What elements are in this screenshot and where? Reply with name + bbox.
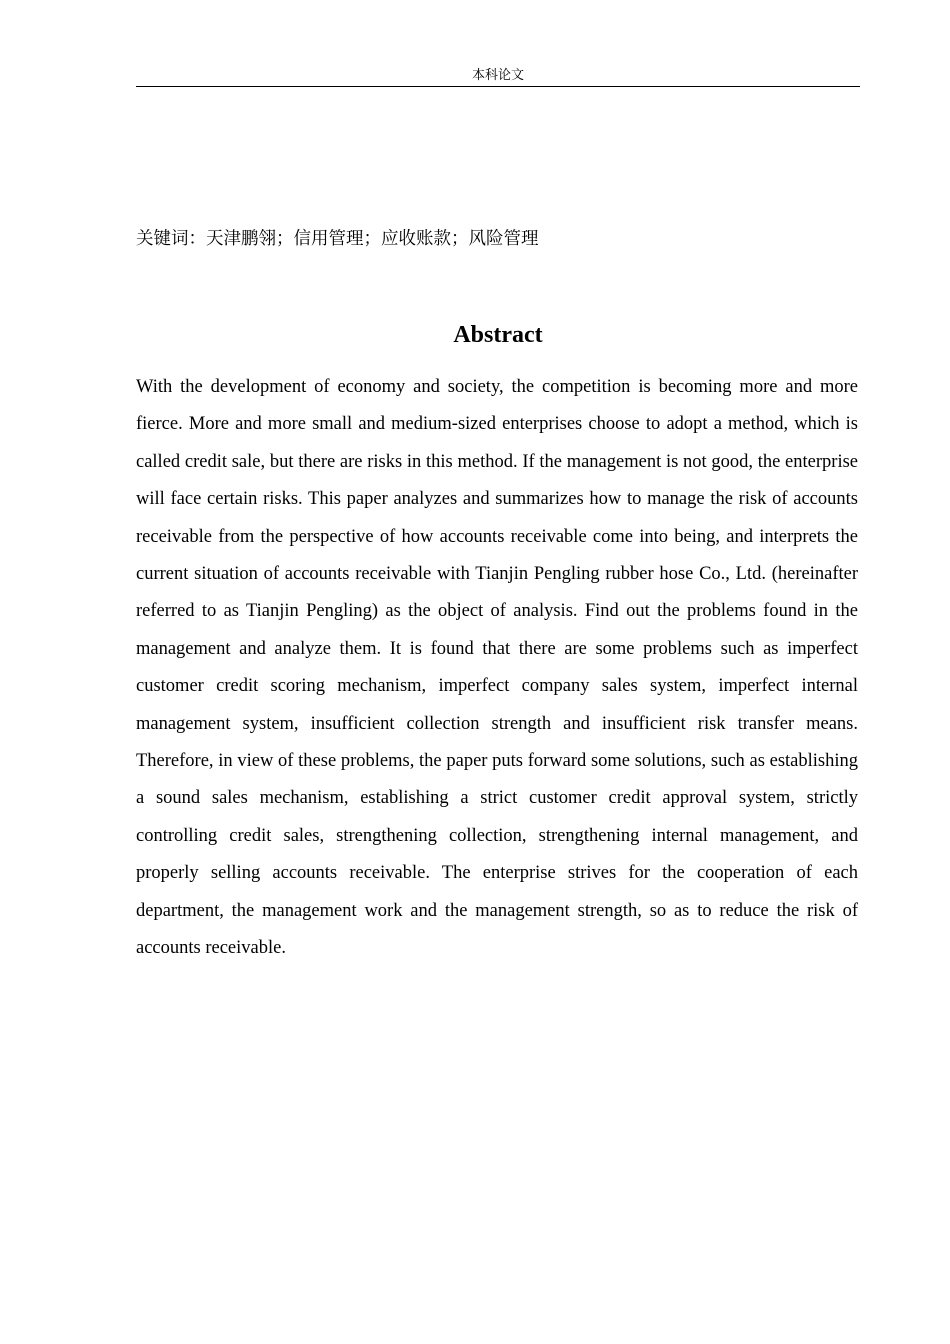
abstract-title: Abstract	[453, 322, 543, 348]
keywords-line	[136, 226, 860, 251]
page-header	[136, 66, 860, 87]
keywords-label: 关键词：	[136, 229, 206, 249]
header-title: 本科论文	[471, 67, 524, 82]
keywords-terms: 天津鹏翎；信用管理；应收账款；风险管理	[206, 228, 539, 248]
abstract-body: With the development of economy and society, the competition is becoming more and more fierce. More and more small and medium-sized enterprises choose to adopt a method, which is called credit sale, but there are risks in this method. If the management is not good, the enterprise will face certain risks. This paper analyzes and summarizes how to manage the risk of accounts receivable from the perspective of how accounts receivable come into being, and interprets the current situation of accounts receivable with Tianjin Pengling rubber hose Co., Ltd. (hereinafter referred to as Tianjin Pengling) as the object of analysis. Find out the problems found in the management and analyze them. It is found that there are some problems such as imperfect customer credit scoring mechanism, imperfect company sales system, imperfect internal management system, insufficient collection strength and insufficient risk transfer means. Therefore, in view of these problems, the paper puts forward some solutions, such as establishing a sound sales mechanism, establishing a strict customer credit approval system, strictly controlling credit sales, strengthening collection, strengthening internal management, and properly selling accounts receivable. The enterprise strives for the cooperation of each department, the management work and the management strength, so as to reduce the risk of accounts receivable.	[136, 377, 858, 959]
